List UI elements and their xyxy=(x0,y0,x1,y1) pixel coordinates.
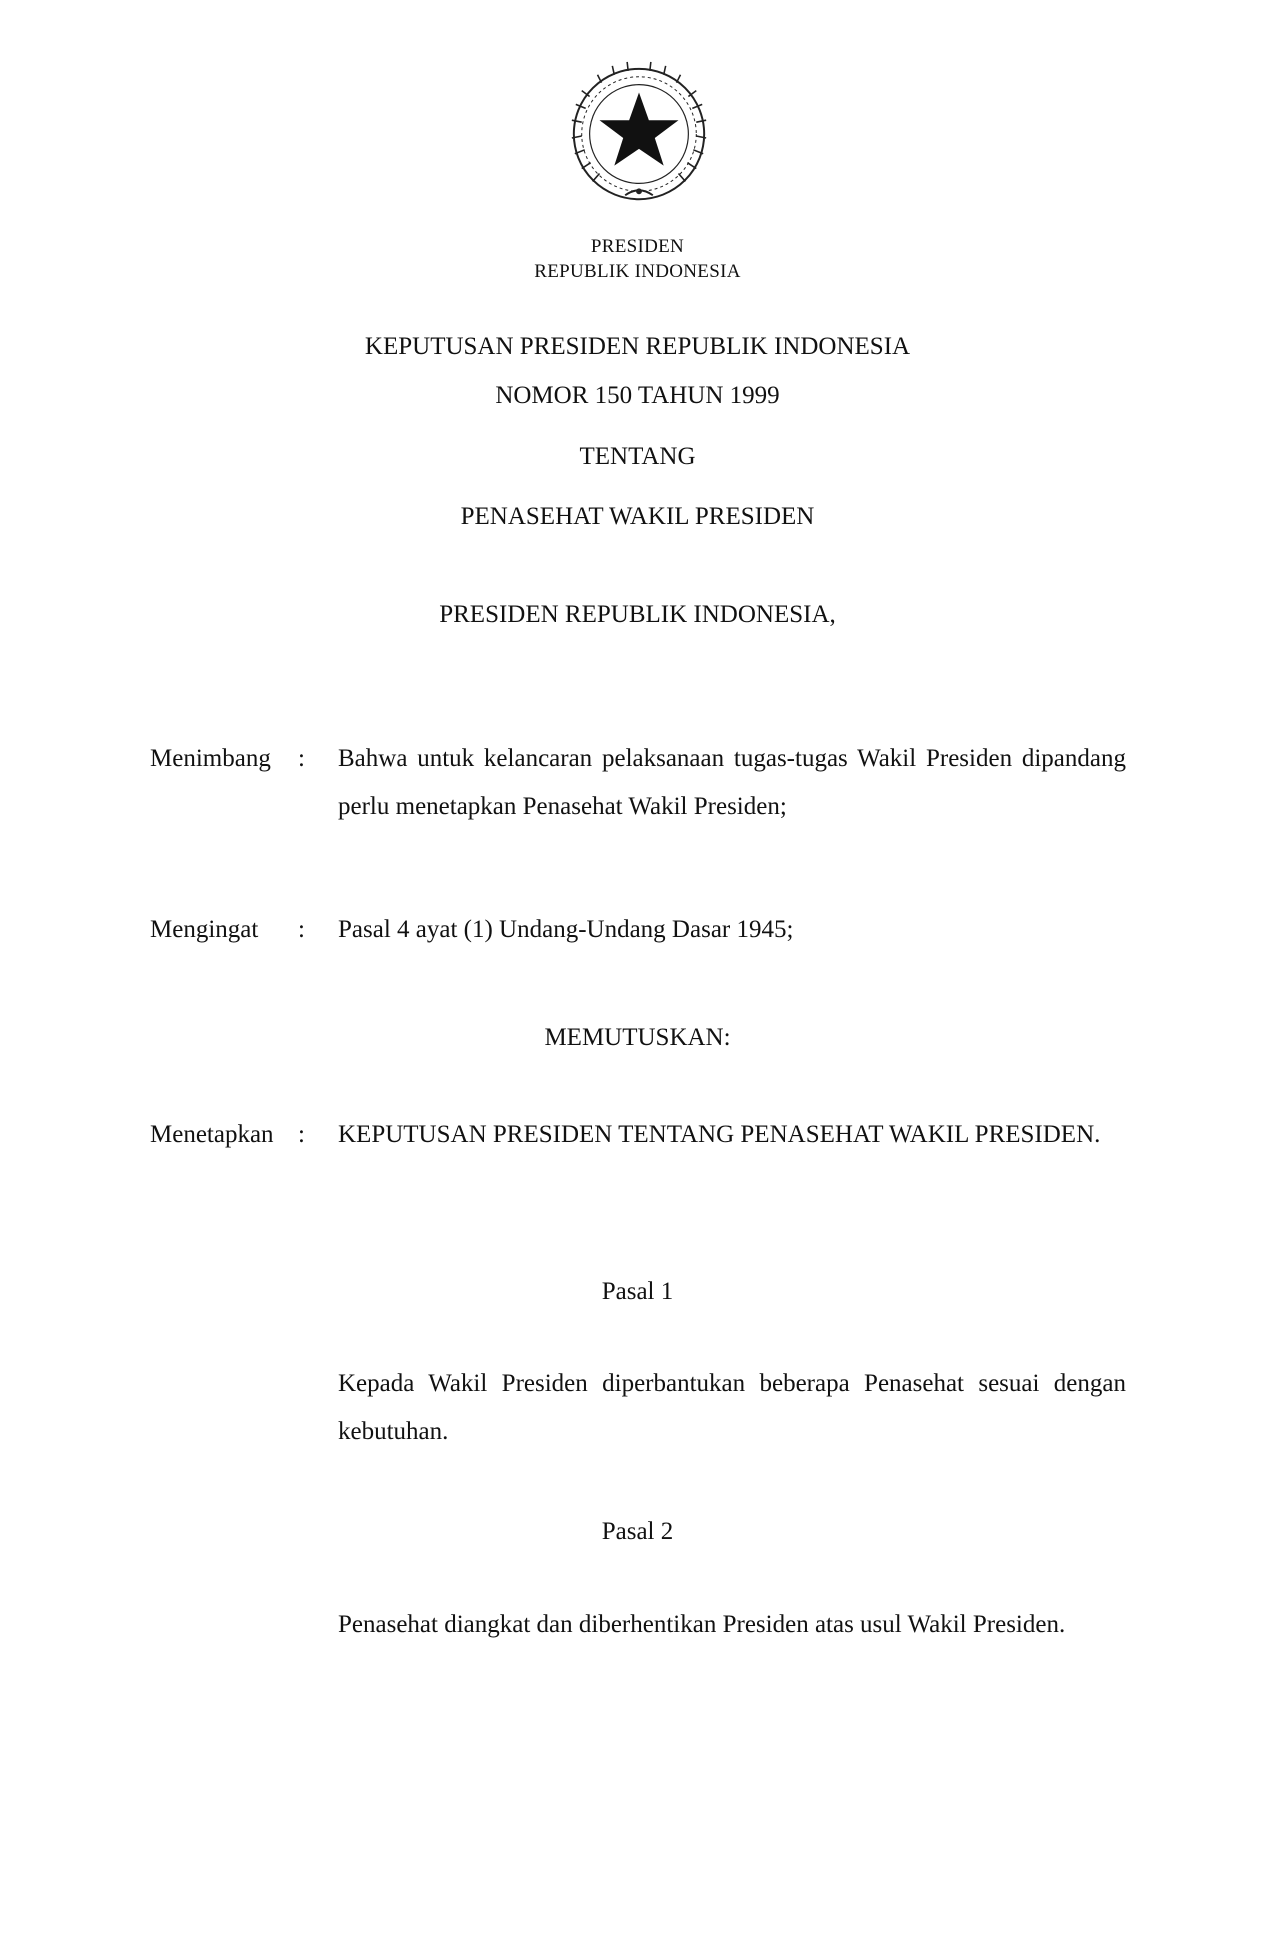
decree-about: TENTANG xyxy=(579,443,696,470)
decree-number: NOMOR 150 TAHUN 1999 xyxy=(495,382,780,409)
considering-colon: : xyxy=(298,745,305,772)
establishing-text: KEPUTUSAN PRESIDEN TENTANG PENASEHAT WAKIL PRESIDEN. xyxy=(338,1121,1101,1148)
recalling-text: Pasal 4 ayat (1) Undang-Undang Dasar 1945; xyxy=(338,916,794,943)
establishing-colon: : xyxy=(298,1121,305,1148)
header-president: PRESIDEN xyxy=(590,236,685,257)
article-2-text: Penasehat diangkat dan diberhentikan Presiden atas usul Wakil Presiden. xyxy=(338,1611,1066,1638)
decree-title: KEPUTUSAN PRESIDEN REPUBLIK INDONESIA xyxy=(364,333,911,360)
establishing-label: Menetapkan xyxy=(150,1121,274,1148)
recalling-label: Mengingat xyxy=(150,916,259,943)
article-2-heading: Pasal 2 xyxy=(601,1518,674,1545)
decree-issuer: PRESIDEN REPUBLIK INDONESIA, xyxy=(439,601,836,628)
recalling-colon: : xyxy=(298,916,305,943)
article-1-text: Kepada Wakil Presiden diperbantukan beberapa Penasehat sesuai dengan kebutuhan. xyxy=(338,1370,1126,1445)
considering-label: Menimbang xyxy=(150,745,271,772)
article-1-heading: Pasal 1 xyxy=(601,1278,674,1305)
decree-subject: PENASEHAT WAKIL PRESIDEN xyxy=(460,503,815,530)
header-republic: REPUBLIK INDONESIA xyxy=(534,261,741,282)
decides-heading: MEMUTUSKAN: xyxy=(544,1024,731,1051)
presidential-star-emblem-icon xyxy=(560,57,718,215)
considering-text: Bahwa untuk kelancaran pelaksanaan tugas-tugas Wakil Presiden dipandang perlu menetapkan Penasehat Wakil Presiden; xyxy=(338,745,1126,820)
